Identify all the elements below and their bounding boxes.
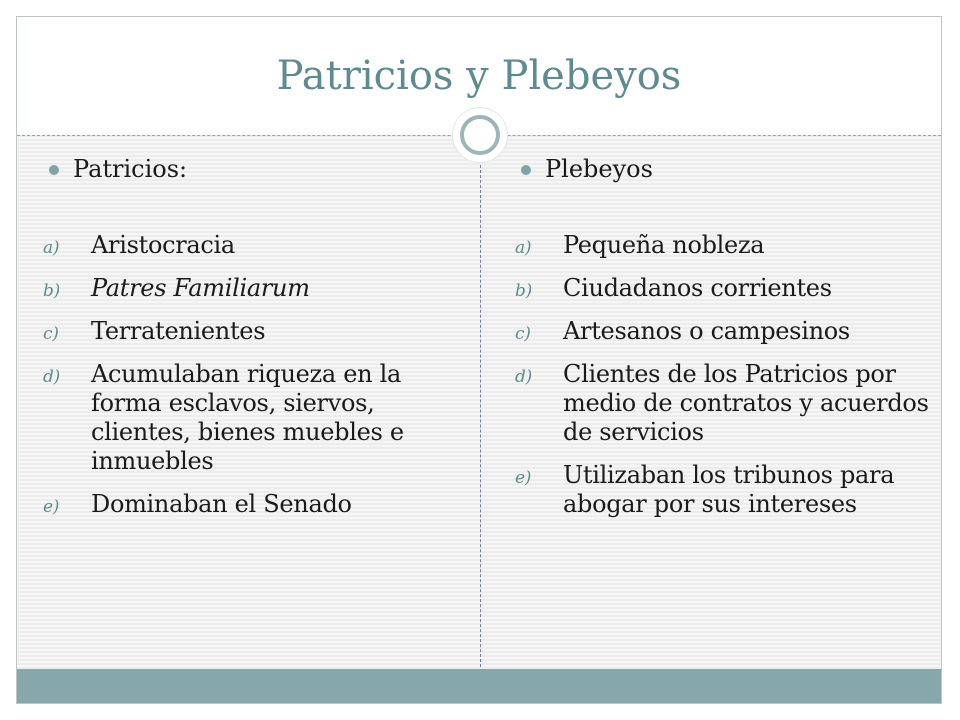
plebeyos-heading bbox=[515, 153, 935, 185]
patricios-column bbox=[43, 153, 463, 533]
bullet-icon bbox=[49, 165, 59, 175]
list-item-text: Artesanos o campesinos bbox=[563, 317, 850, 345]
list-item bbox=[43, 360, 463, 476]
patricios-heading bbox=[43, 153, 463, 185]
list-item-text: Terratenientes bbox=[91, 317, 266, 345]
list-item bbox=[515, 317, 935, 346]
patricios-heading-label: Patricios: bbox=[73, 155, 188, 183]
plebeyos-list bbox=[515, 231, 935, 519]
list-item-text: Clientes de los Patricios por medio de contratos y acuerdos de servicios bbox=[563, 360, 929, 446]
slide-frame bbox=[16, 16, 942, 704]
list-item bbox=[43, 490, 463, 519]
slide-title: Patricios y Plebeyos bbox=[276, 53, 682, 99]
list-item bbox=[515, 360, 935, 447]
list-item bbox=[43, 231, 463, 260]
circle-ornament-icon bbox=[460, 115, 500, 155]
list-item-text: Patres Familiarum bbox=[91, 274, 310, 302]
list-item bbox=[43, 317, 463, 346]
list-marker: d) bbox=[43, 367, 60, 387]
list-marker: b) bbox=[43, 281, 60, 301]
list-marker: e) bbox=[515, 468, 532, 488]
list-item-text: Acumulaban riqueza en la forma esclavos, siervos, clientes, bienes muebles e inmuebles bbox=[91, 360, 404, 475]
list-item-text: Dominaban el Senado bbox=[91, 490, 352, 518]
plebeyos-heading-label: Plebeyos bbox=[545, 155, 653, 183]
list-item-text: Ciudadanos corrientes bbox=[563, 274, 832, 302]
list-item-text: Pequeña nobleza bbox=[563, 231, 765, 259]
list-marker: b) bbox=[515, 281, 532, 301]
list-item bbox=[515, 461, 935, 519]
plebeyos-column bbox=[515, 153, 935, 533]
footer-bar bbox=[17, 669, 941, 703]
list-item bbox=[43, 274, 463, 303]
list-marker: a) bbox=[43, 238, 60, 258]
list-marker: a) bbox=[515, 238, 532, 258]
bullet-icon bbox=[521, 165, 531, 175]
list-item bbox=[515, 231, 935, 260]
patricios-list bbox=[43, 231, 463, 519]
list-marker: c) bbox=[43, 324, 59, 344]
list-item-text: Utilizaban los tribunos para abogar por sus intereses bbox=[563, 461, 895, 518]
list-marker: d) bbox=[515, 367, 532, 387]
list-marker: e) bbox=[43, 497, 60, 517]
list-item bbox=[515, 274, 935, 303]
list-item-text: Aristocracia bbox=[91, 231, 235, 259]
list-marker: c) bbox=[515, 324, 531, 344]
column-divider bbox=[480, 165, 481, 687]
